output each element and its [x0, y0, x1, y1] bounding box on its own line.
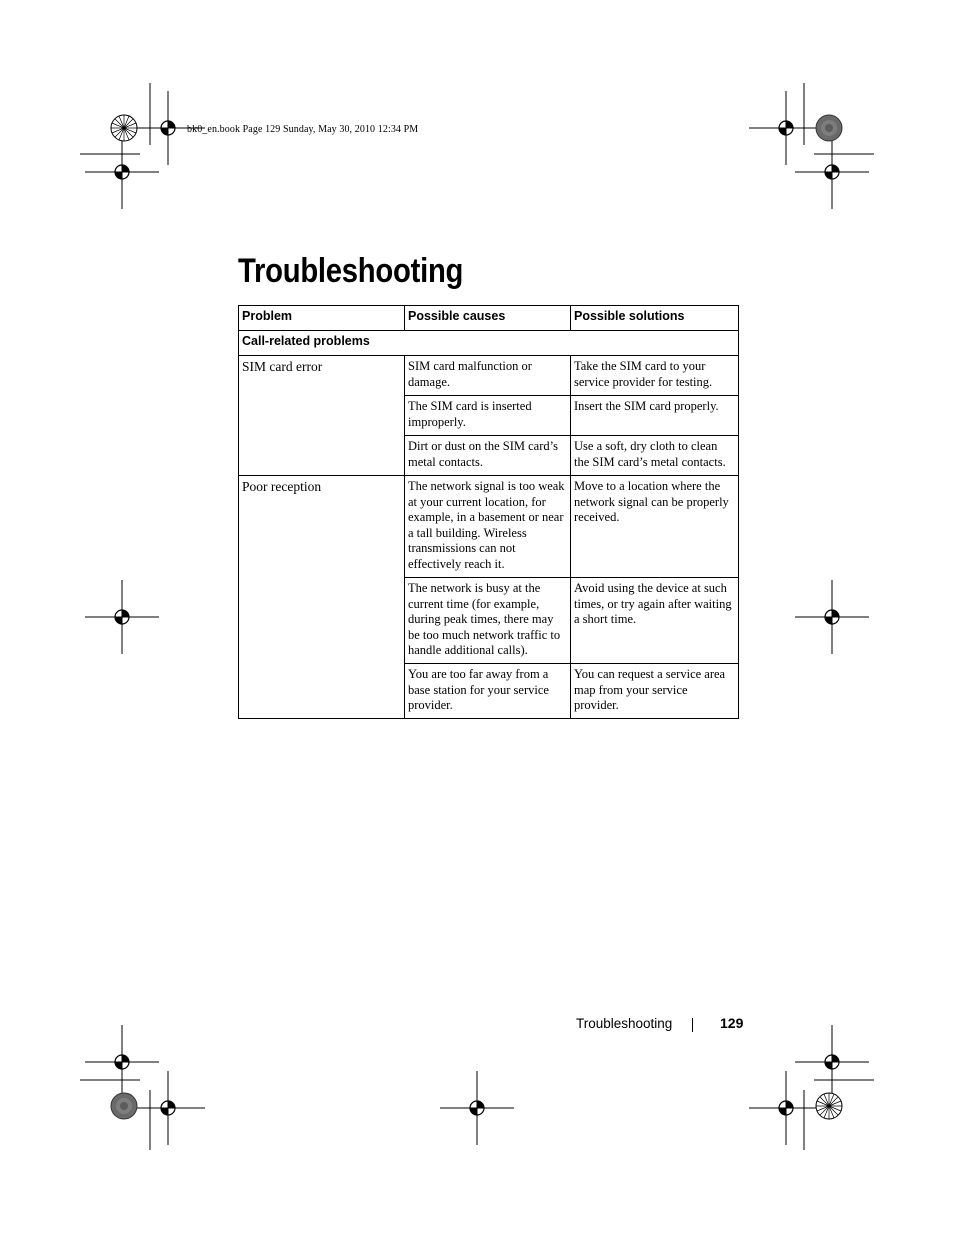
print-header-line: bk0_en.book Page 129 Sunday, May 30, 2010 12:34 PM — [187, 124, 419, 135]
solution-cell: Use a soft, dry cloth to clean the SIM card’s metal contacts. — [571, 436, 739, 476]
cause-cell: The network signal is too weak at your current location, for example, in a basement or near a tall building. Wireless transmissions can not effectively reach it. — [405, 476, 571, 578]
solution-cell: Take the SIM card to your service provider for testing. — [571, 356, 739, 396]
table-row — [239, 476, 739, 578]
cause-cell: The network is busy at the current time (for example, during peak times, there may be too much network traffic to handle additional calls). — [405, 578, 571, 664]
solution-cell: You can request a service area map from your service provider. — [571, 664, 739, 719]
footer-divider — [692, 1018, 693, 1032]
cause-cell: You are too far away from a base station for your service provider. — [405, 664, 571, 719]
footer-section-name: Troubleshooting — [576, 1016, 673, 1031]
table-header-row — [239, 306, 739, 331]
problem-cell: SIM card error — [239, 356, 405, 476]
section-heading: Call-related problems — [239, 331, 739, 356]
cause-cell: SIM card malfunction or damage. — [405, 356, 571, 396]
solution-cell: Avoid using the device at such times, or try again after waiting a short time. — [571, 578, 739, 664]
column-header-solutions: Possible solutions — [571, 306, 739, 331]
page-number: 129 — [720, 1015, 744, 1031]
problem-cell: Poor reception — [239, 476, 405, 719]
cause-cell: Dirt or dust on the SIM card’s metal contacts. — [405, 436, 571, 476]
cause-cell: The SIM card is inserted improperly. — [405, 396, 571, 436]
section-row — [239, 331, 739, 356]
page-title: Troubleshooting — [238, 252, 464, 290]
solution-cell: Insert the SIM card properly. — [571, 396, 739, 436]
column-header-causes: Possible causes — [405, 306, 571, 331]
column-header-problem: Problem — [239, 306, 405, 331]
troubleshooting-table — [238, 305, 739, 719]
solution-cell: Move to a location where the network signal can be properly received. — [571, 476, 739, 578]
table-row — [239, 356, 739, 396]
